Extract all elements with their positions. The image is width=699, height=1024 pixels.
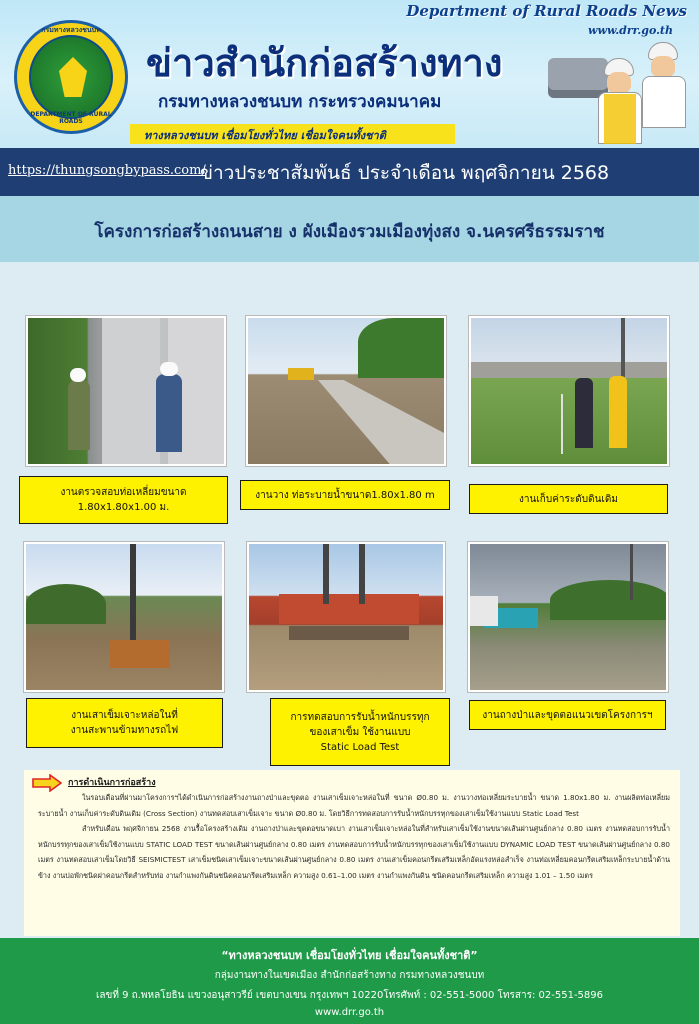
footer-slogan: “ทางหลวงชนบท เชื่อมโยงทั่วไทย เชื่อมใจคนทั้งชาติ” <box>221 949 478 962</box>
photo-drainage-pipe-laying <box>246 316 446 466</box>
caption-ground-level-survey <box>469 484 668 514</box>
caption-line: งานถางป่าและขุดตอแนวเขตโครงการฯ <box>482 709 653 721</box>
logo-inner <box>29 35 113 119</box>
monthly-heading: ข่าวประชาสัมพันธ์ ประจำเดือน พฤศจิกายน 2568 <box>200 162 610 184</box>
summary-paragraph-2: สำหรับเดือน พฤศจิกายน 2568 งานรื้อโครงสร้างเดิม งานถางป่าและขุดตอขนาดเบา งานเสาเข็มเจาะหล่อในที่สำหรับเสาเข็มใช้งานขนาดเส้นผ่านศูนย์กลาง 0.80 เมตร งานทดสอบการรับน้ำหนักบรรทุกของเสาเข็มใช้งานแบบ STATIC LOAD TEST ขนาดเส้นผ่านศูนย์กลาง 0.80 เมตร งานทดสอบการรับน้ำหนักบรรทุกของเสาเข็มใช้งานแบบ DYNAMIC LOAD TEST ขนาดเส้นผ่านศูนย์กลาง 0.80 เมตร งานทดสอบเสาเข็มโดยวิธี SEISMICTEST เสาเข็มชนิดเสาเข็มเจาะขนาดเส้นผ่านศูนย์กลาง 0.80 เมตร งานเสาเข็มคอนกรีตเสริมเหล็กอัดแรงหล่อสำเร็จ งานท่อเหลี่ยมคอนกรีตเสริมเหล็กระบายน้ำด้านข้าง งานบ่อพักชนิดฝาคอนกรีตสำหรับท่อ งานกำแพงกันดินชนิดคอนกรีตเสริมเหล็ก ความสูง 0.61–1.00 เมตร งานกำแพงกันดิน ชนิดคอนกรีตเสริมเหล็ก ความสูง 1.01 – 1.50 เมตร <box>38 824 670 880</box>
logo-top-text: กรมทางหลวงชนบท <box>41 26 101 34</box>
caption-line: การทดสอบการรับน้ำหนักบรรทุก <box>290 711 430 723</box>
footer-website-link[interactable]: www.drr.go.th <box>314 1007 385 1018</box>
header-slogan: ทางหลวงชนบท เชื่อมโยงทั่วไทย เชื่อมใจคนทั้งชาติ <box>144 129 386 142</box>
caption-bored-pile-railway-bridge <box>26 698 223 748</box>
caption-land-clearing <box>469 700 666 730</box>
caption-static-load-test <box>270 698 450 766</box>
drr-logo <box>14 20 128 134</box>
page-title: ข่าวสำนักก่อสร้างทาง <box>146 41 503 85</box>
footer-address: เลขที่ 9 ถ.พหลโยธิน แขวงอนุสาวรีย์ เขตบางเขน กรุงเทพฯ 10220โทรศัพท์ : 02-551-5000 โทรสาร: 02-551-5896 <box>95 990 604 1001</box>
project-website-link[interactable]: https://thungsongbypass.com/ <box>8 163 206 178</box>
newsletter-header <box>0 0 699 148</box>
page-subtitle: กรมทางหลวงชนบท กระทรวงคมนาคม <box>158 92 442 112</box>
worker-illustration <box>596 58 644 144</box>
summary-paragraph-1: ในรอบเดือนที่ผ่านมาโครงการฯได้ดำเนินการก่อสร้างงานถางป่าและขุดตอ งานเสาเข็มเจาะหล่อในที่ ขนาด Ø0.80 ม. งานวางท่อเหลี่ยมระบายน้ำ ขนาด 1.80x1.80 ม. งานผลิตท่อเหลี่ยมระบายน้ำ งานเก็บค่าระดับดินเดิม (Cross Section) งานทดสอบเสาเข็มเจาะ ขนาด Ø0.80 ม. โดยวิธีการทดสอบการรับน้ำหนักบรรทุกของเสาเข็มใช้งานแบบ Static Load Test <box>38 793 670 818</box>
monthly-news-bar <box>0 148 699 196</box>
caption-line: งานเสาเข็มเจาะหล่อในที่ <box>71 710 178 721</box>
caption-line: 1.80x1.80x1.00 ม. <box>77 502 170 513</box>
news-site: www.drr.go.th <box>588 24 673 37</box>
garuda-logo-icon <box>59 57 87 97</box>
summary-title: การดำเนินการก่อสร้าง <box>68 778 156 788</box>
caption-line: งานเก็บค่าระดับดินเดิม <box>519 493 618 505</box>
project-heading: โครงการก่อสร้างถนนสาย ง ผังเมืองรวมเมืองทุ่งสง จ.นครศรีธรรมราช <box>94 222 605 242</box>
engineer-illustration <box>640 42 688 128</box>
caption-line: งานตรวจสอบท่อเหลี่ยมขนาด <box>60 487 187 498</box>
footer-organization: กลุ่มงานทางในเขตเมือง สำนักก่อสร้างทาง กรมทางหลวงชนบท <box>214 970 485 981</box>
caption-box-culvert-inspection <box>19 476 228 524</box>
caption-line: งานสะพานข้ามทางรถไฟ <box>70 725 179 736</box>
main-content <box>0 262 699 938</box>
caption-line: งานวาง ท่อระบายน้ำขนาด1.80x1.80 m <box>255 489 435 501</box>
news-brand: Department of Rural Roads News <box>406 2 687 20</box>
photo-land-clearing <box>468 542 668 692</box>
logo-bottom-text: DEPARTMENT OF RURAL ROADS <box>30 111 112 125</box>
project-title-bar <box>0 196 699 262</box>
construction-summary <box>24 770 680 936</box>
photo-bored-pile-railway-bridge <box>24 542 224 692</box>
photo-ground-level-survey <box>469 316 669 466</box>
footer <box>0 938 699 1024</box>
photo-static-load-test <box>247 542 445 692</box>
photo-box-culvert-inspection <box>26 316 226 466</box>
caption-drainage-pipe-laying <box>240 480 450 510</box>
summary-body <box>38 790 670 884</box>
caption-line: Static Load Test <box>320 741 400 753</box>
caption-line: ของเสาเข็ม ใช้งานแบบ <box>309 726 411 738</box>
